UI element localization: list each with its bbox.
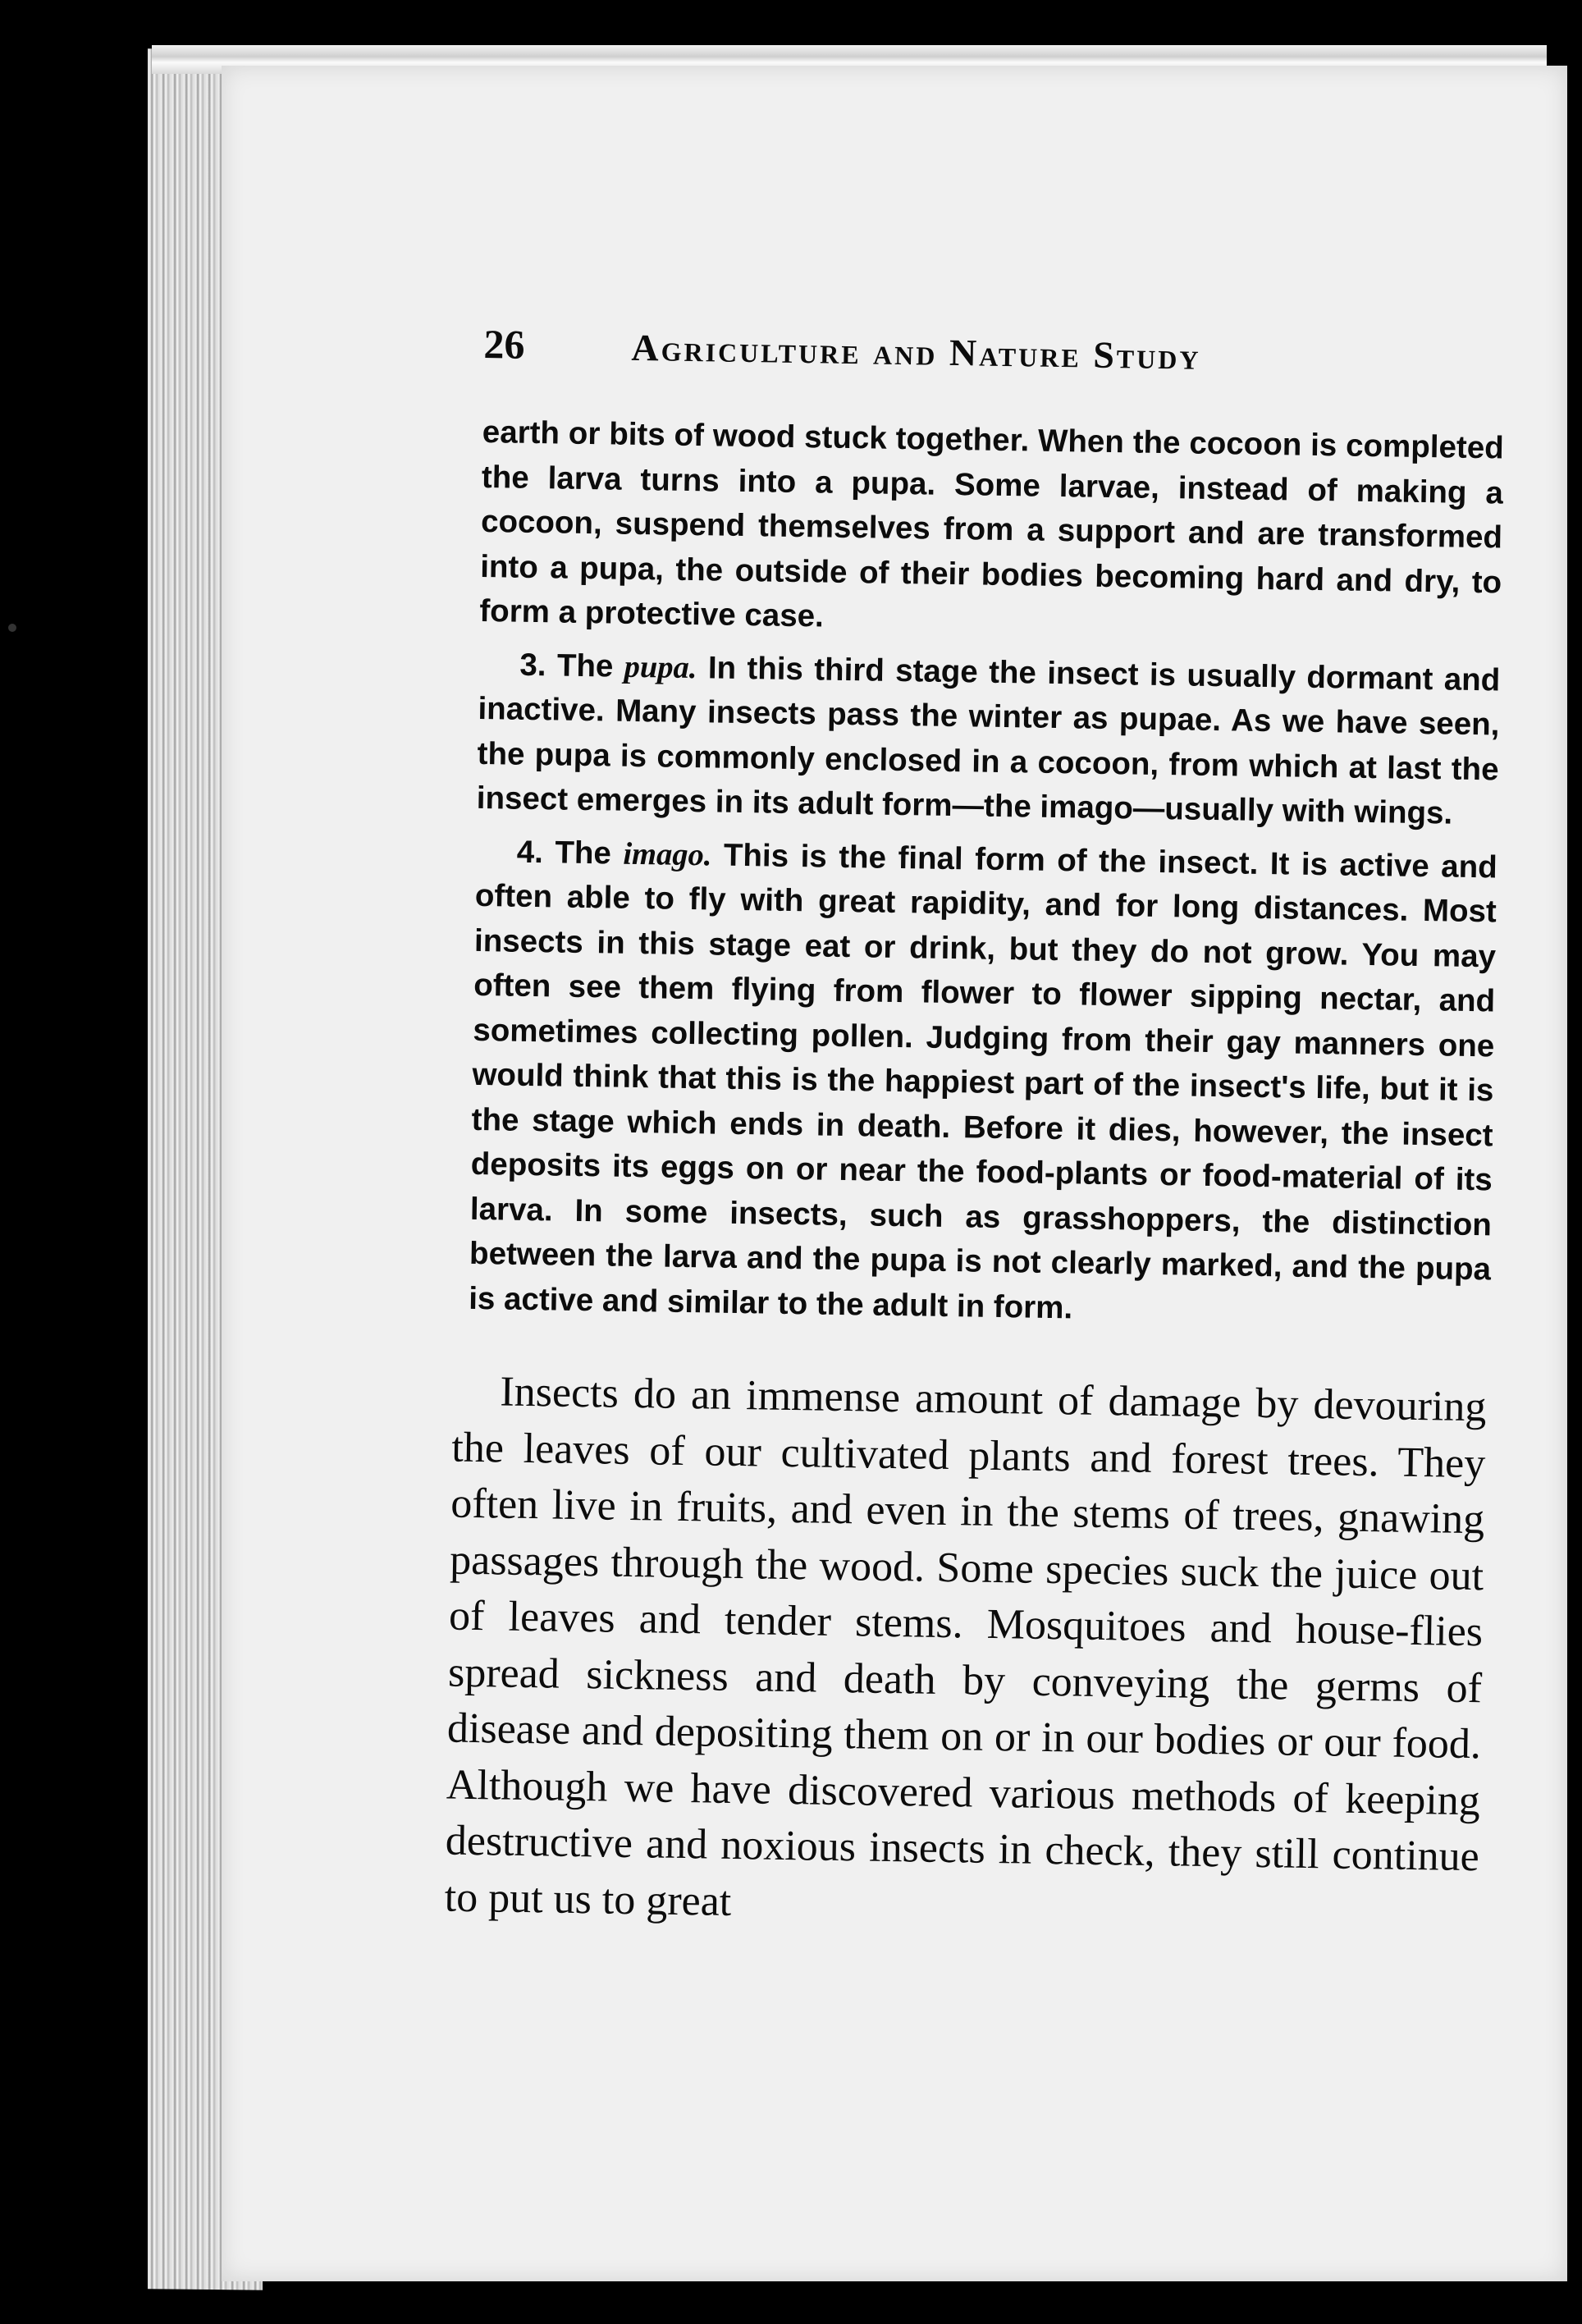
term-imago: imago. bbox=[623, 836, 712, 872]
paragraph-imago bbox=[469, 829, 1497, 1337]
paragraph-insect-damage: Insects do an immense amount of damage by devouring the leaves of our cultivated plants and forest trees. They often live in fruits, and even in the stems of trees, gnawing passages through the wood. Some species suck the juice out of leaves and tender stems. Mosquitoes and house-flies spread sickness and death by conveying the germs of disease and depositing them on or in our bodies or our food. Although we have discovered various methods of keeping destructive and noxious insects in check, they still continue to put us to great bbox=[444, 1368, 1487, 1925]
paragraph-imago-lead: 4. The bbox=[516, 834, 624, 872]
paragraph-cocoon: earth or bits of wood stuck together. When the cocoon is completed the larva turns into a pupa. Some larvae, instead of making a cocoon, suspend themselves from a support and are transformed into a pupa, the outside of their bodies becoming hard and dry, to form a protective case. bbox=[479, 414, 1505, 634]
paragraph-imago-body: This is the final form of the insect. It is active and often able to fly with great rapidity, and for long distances. Most insects in this stage eat or drink, but they do not grow. You may often see them flying from flower to flower sipping nectar, and sometimes collecting pollen. Judging from their gay manners one would think that this is the happiest part of the insect's life, but it is the stage which ends in death. Before it dies, however, the insect deposits its eggs on or near the food-plants or food-material of its larva. In some insects, such as grasshoppers, the distinction between the larva and the pupa is not clearly marked, and the pupa is active and similar to the adult in form. bbox=[468, 836, 1498, 1325]
book-page bbox=[222, 66, 1567, 2281]
running-head bbox=[483, 320, 1506, 402]
page-number: 26 bbox=[483, 320, 525, 368]
paragraph-pupa bbox=[476, 642, 1500, 837]
page-text-block bbox=[444, 320, 1506, 1942]
scan-speck bbox=[8, 624, 16, 632]
paragraph-pupa-lead: 3. The bbox=[519, 647, 625, 684]
running-title: Agriculture and Nature Study bbox=[631, 326, 1201, 377]
term-pupa: pupa. bbox=[624, 649, 697, 685]
paragraph-pupa-body: In this third stage the insect is usually dormant and inactive. Many insects pass the winter as pupae. As we have seen, the pupa is commonly enclosed in a cocoon, from which at last the insect emerges in its adult form—the imago—usually with wings. bbox=[476, 649, 1501, 831]
